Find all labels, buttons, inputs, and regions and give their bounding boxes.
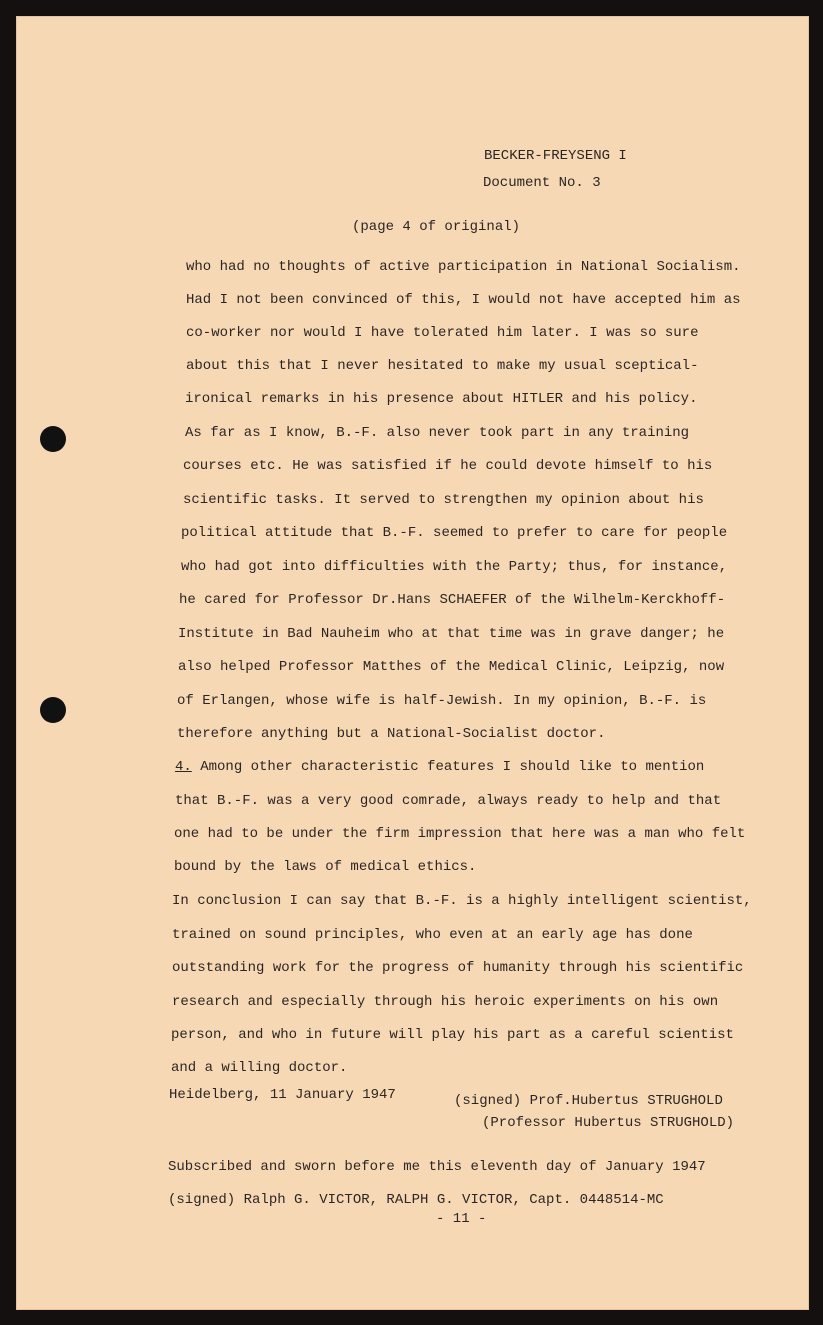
body-line: also helped Professor Matthes of the Medical Clinic, Leipzig, now — [178, 659, 725, 675]
place-and-date: Heidelberg, 11 January 1947 — [169, 1087, 396, 1103]
body-line: who had no thoughts of active participation in National Socialism. — [186, 259, 741, 275]
body-line: Had I not been convinced of this, I would not have accepted him as — [186, 292, 741, 308]
page-number: - 11 - — [436, 1211, 487, 1227]
body-line: As far as I know, B.-F. also never took part in any training — [185, 425, 690, 441]
body-line: In conclusion I can say that B.-F. is a highly intelligent scientist, — [172, 893, 752, 909]
body-line: bound by the laws of medical ethics. — [174, 859, 477, 875]
body-line: person, and who in future will play his part as a careful scientist — [171, 1027, 734, 1043]
point-4-first-line — [175, 760, 704, 774]
body-line: about this that I never hesitated to make my usual sceptical- — [186, 358, 699, 374]
point-4-number: 4. — [175, 759, 192, 775]
body-line: Institute in Bad Nauheim who at that time was in grave danger; he — [178, 626, 725, 642]
body-line: therefore anything but a National-Socialist doctor. — [177, 726, 606, 742]
document-number: Document No. 3 — [483, 175, 601, 191]
body-line: that B.-F. was a very good comrade, always ready to help and that — [175, 793, 722, 809]
officer-signature: (signed) Ralph G. VICTOR, RALPH G. VICTOR, Capt. 0448514-MC — [168, 1192, 664, 1208]
body-line: trained on sound principles, who even at an early age has done — [172, 927, 693, 943]
body-line: outstanding work for the progress of humanity through his scientific — [172, 960, 744, 976]
body-line: ironical remarks in his presence about HITLER and his policy. — [185, 391, 698, 407]
document-page — [16, 16, 809, 1310]
body-line: political attitude that B.-F. seemed to prefer to care for people — [181, 525, 728, 541]
body-line: courses etc. He was satisfied if he could devote himself to his — [183, 458, 713, 474]
body-line: he cared for Professor Dr.Hans SCHAEFER of the Wilhelm-Kerckhoff- — [179, 592, 726, 608]
body-line: of Erlangen, whose wife is half-Jewish. In my opinion, B.-F. is — [177, 693, 707, 709]
body-line: one had to be under the firm impression that here was a man who felt — [174, 826, 746, 842]
body-line: and a willing doctor. — [171, 1060, 348, 1076]
sworn-statement: Subscribed and sworn before me this eleventh day of January 1947 — [168, 1159, 706, 1175]
body-line: who had got into difficulties with the Party; thus, for instance, — [181, 559, 728, 575]
body-line: co-worker nor would I have tolerated him later. I was so sure — [186, 325, 699, 341]
signed-line: (signed) Prof.Hubertus STRUGHOLD — [454, 1093, 723, 1109]
punch-hole-bottom — [40, 697, 66, 723]
point-4-text: Among other characteristic features I should like to mention — [191, 759, 705, 775]
case-title: BECKER-FREYSENG I — [484, 148, 627, 164]
page-of-original-note: (page 4 of original) — [352, 219, 521, 235]
body-line: research and especially through his heroic experiments on his own — [172, 994, 719, 1010]
printed-name: (Professor Hubertus STRUGHOLD) — [482, 1115, 735, 1131]
punch-hole-top — [40, 426, 66, 452]
body-line: scientific tasks. It served to strengthen my opinion about his — [183, 492, 704, 508]
